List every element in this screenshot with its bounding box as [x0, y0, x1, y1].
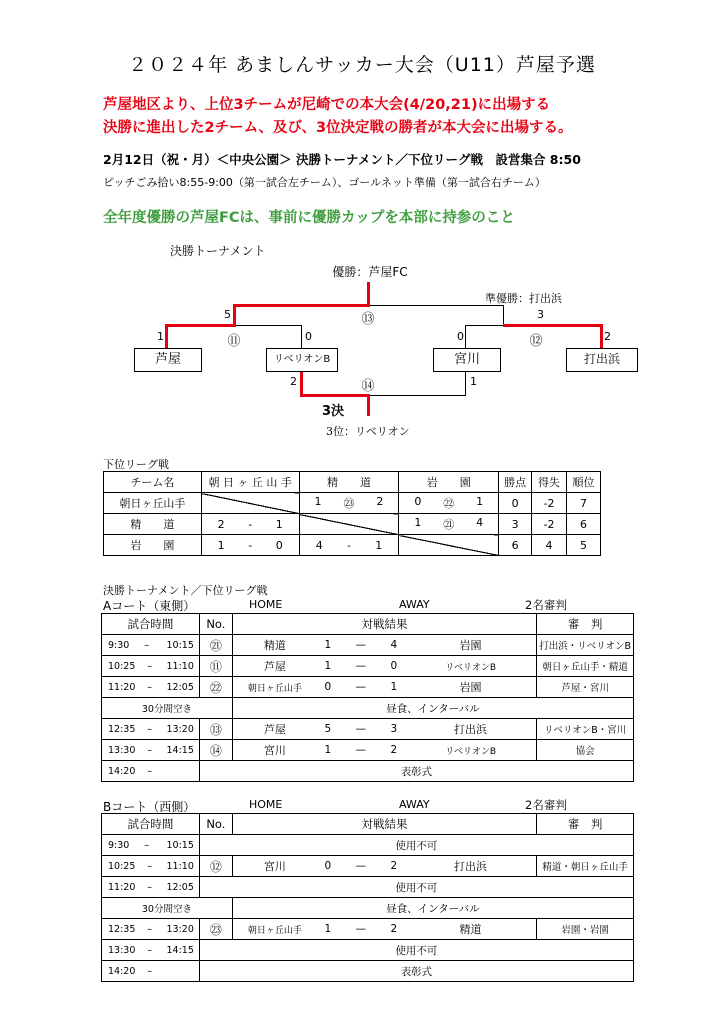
schedule-row: [102, 719, 634, 740]
header-result: 対戦結果: [232, 814, 536, 835]
match-result: [232, 635, 536, 656]
league-cell-self: [299, 514, 399, 535]
header-result: 対戦結果: [232, 614, 536, 635]
match-time: 10:25 – 11:10: [102, 656, 200, 677]
match-result: [232, 856, 536, 877]
league-rank: 7: [567, 493, 601, 514]
m14-right-line: [370, 395, 466, 396]
notice-line-1: 芦屋地区より、上位3チームが尼崎での本大会(4/20,21)に出場する: [103, 97, 551, 113]
referee-cell: 芦屋・宮川: [537, 677, 634, 698]
match-result: [232, 656, 536, 677]
league-header-seido: 精 道: [299, 472, 399, 493]
team-box-uchidehama: 打出浜: [566, 348, 638, 372]
league-goal-diff: -2: [532, 493, 567, 514]
court-b-refs-note: 2名審判: [525, 798, 567, 812]
league-points: 0: [499, 493, 532, 514]
home-score: 1: [324, 744, 332, 756]
away-team: 精道: [459, 923, 482, 936]
league-row: [104, 493, 601, 514]
match-time: 11:20 – 12:05: [102, 877, 200, 898]
away-score: 2: [390, 860, 398, 872]
referee-cell: 朝日ヶ丘山手・精道: [537, 656, 634, 677]
score-separator: —: [355, 723, 367, 735]
league-cell: 1 ㉓ 2: [299, 493, 399, 514]
full-width-note: 使用不可: [199, 877, 633, 898]
champion-label: 優勝：芦屋FC: [332, 265, 408, 279]
break-text: 昼食、インターバル: [232, 898, 633, 919]
court_a-header-row: [102, 614, 634, 635]
league-header-goal-diff: 得失: [532, 472, 567, 493]
league-rank: 5: [567, 535, 601, 556]
home-team: 精道: [263, 639, 286, 652]
champion-line: [367, 282, 370, 306]
league-team-name: 精 道: [104, 514, 202, 535]
league-row: [104, 514, 601, 535]
away-team: 打出浜: [454, 723, 488, 736]
away-team: 岩園: [459, 639, 482, 652]
match-number: ㉒: [199, 677, 232, 698]
match-time: 14:20 –: [102, 961, 200, 982]
league-header-team: チーム名: [104, 472, 202, 493]
m11-left-score: 1: [157, 330, 164, 343]
m12-right-score: 2: [604, 330, 611, 343]
match-result: [232, 919, 536, 940]
home-team: 芦屋: [263, 660, 286, 673]
schedule-heading: 決勝トーナメント／下位リーグ戦: [103, 584, 268, 597]
league-header-rank: 順位: [567, 472, 601, 493]
schedule-row: [102, 835, 634, 856]
away-score: 0: [390, 660, 398, 672]
away-score: 1: [390, 681, 398, 693]
match-number: ⑬: [199, 719, 232, 740]
away-team: リベリオンB: [445, 746, 496, 757]
home-score: 1: [324, 923, 332, 935]
league-cell: 1 ㉑ 4: [399, 514, 499, 535]
m14-number: ⑭: [361, 379, 375, 394]
match-time: 14:20 –: [102, 761, 200, 782]
header-no: No.: [199, 814, 232, 835]
final-left-line: [233, 304, 370, 307]
final-right-line: [370, 305, 504, 306]
m11-left-line: [165, 324, 236, 327]
score-separator: —: [355, 860, 367, 872]
page-title: ２０２４年 あましんサッカー大会（U11）芦屋予選: [128, 54, 596, 76]
date-line: 2月12日（祝・月）＜中央公園＞ 決勝トーナメント／下位リーグ戦 設営集合 8:50: [103, 152, 581, 167]
schedule-row: [102, 877, 634, 898]
notice-line-2: 決勝に進出した2チーム、及び、3位決定戦の勝者が本大会に出場する。: [103, 120, 573, 136]
away-score: 2: [390, 923, 398, 935]
m11-left-drop: [165, 324, 168, 348]
m11-right-line: [236, 325, 302, 326]
full-width-note: 使用不可: [199, 835, 633, 856]
league-header-asahigaoka: 朝 日 ヶ 丘 山 手: [201, 472, 299, 493]
league-cell: 1 - 0: [201, 535, 299, 556]
home-team: 芦屋: [263, 723, 286, 736]
league-goal-diff: -2: [532, 514, 567, 535]
full-width-note: 表彰式: [199, 761, 633, 782]
away-team: リベリオンB: [445, 662, 496, 673]
match-time: 13:30 – 14:15: [102, 940, 200, 961]
schedule-row: [102, 740, 634, 761]
m13-number: ⑬: [361, 312, 375, 327]
court-a-schedule: [101, 613, 634, 782]
court-b-home: HOME: [249, 798, 283, 811]
schedule-row: [102, 656, 634, 677]
final-left-drop: [233, 304, 236, 326]
header-referee: 審 判: [537, 614, 634, 635]
league-cell: 0 ㉒ 1: [399, 493, 499, 514]
schedule-row: [102, 635, 634, 656]
league-table: [103, 471, 601, 556]
court-a-away: AWAY: [399, 598, 430, 611]
duty-line: ピッチごみ拾い8:55-9:00（第一試合左チーム）、ゴールネット準備（第一試合右チーム）: [103, 176, 546, 189]
match-number: ⑭: [199, 740, 232, 761]
header-time: 試合時間: [102, 614, 200, 635]
m12-left-drop: [465, 325, 466, 348]
score-separator: —: [355, 744, 367, 756]
league-cell: 2 - 1: [201, 514, 299, 535]
m12-left-line: [465, 325, 503, 326]
schedule-row: [102, 677, 634, 698]
champion-notice: 全年度優勝の芦屋FCは、事前に優勝カップを本部に持参のこと: [103, 210, 515, 226]
league-team-name: 朝日ヶ丘山手: [104, 493, 202, 514]
away-score: 2: [390, 744, 398, 756]
match-number: ㉑: [199, 635, 232, 656]
third-place-match-label: 3決: [322, 404, 345, 419]
m12-left-score: 0: [457, 330, 464, 343]
m14-left-score: 2: [290, 375, 297, 388]
away-team: 打出浜: [454, 860, 488, 873]
score-separator: —: [355, 681, 367, 693]
court-b-away: AWAY: [399, 798, 430, 811]
league-points: 3: [499, 514, 532, 535]
team-box-ashiya: 芦屋: [134, 348, 202, 372]
final-right-drop: [503, 305, 504, 326]
court-a-home: HOME: [249, 598, 283, 611]
schedule-row: [102, 761, 634, 782]
home-score: 0: [324, 860, 332, 872]
court-a-refs-note: 2名審判: [525, 598, 567, 612]
break-label: 30分間空き: [102, 898, 233, 919]
header-time: 試合時間: [102, 814, 200, 835]
score-separator: —: [355, 639, 367, 651]
referee-cell: 打出浜・リベリオンB: [537, 635, 634, 656]
league-header-row: [104, 472, 601, 493]
header-no: No.: [199, 614, 232, 635]
home-score: 1: [324, 639, 332, 651]
referee-cell: リベリオンB・宮川: [537, 719, 634, 740]
m12-right-drop: [600, 324, 603, 348]
m11-right-drop: [301, 325, 302, 348]
match-time: 12:35 – 13:20: [102, 919, 200, 940]
third-place-result: 3位：リベリオン: [326, 425, 410, 438]
league-goal-diff: 4: [532, 535, 567, 556]
court-b-name: Bコート（西側）: [103, 800, 196, 814]
match-number: ⑪: [199, 656, 232, 677]
score-separator: —: [355, 660, 367, 672]
m12-right-line: [503, 324, 603, 327]
m11-right-score: 0: [305, 330, 312, 343]
away-score: 3: [390, 723, 398, 735]
league-cell-self: [399, 535, 499, 556]
full-width-note: 使用不可: [199, 940, 633, 961]
home-team: 朝日ヶ丘山手: [247, 683, 302, 694]
match-result: [232, 740, 536, 761]
header-referee: 審 判: [537, 814, 634, 835]
home-score: 5: [324, 723, 332, 735]
team-box-rebellion-b: リベリオンB: [266, 348, 338, 372]
league-header-iwazono: 岩 園: [399, 472, 499, 493]
schedule-row: [102, 856, 634, 877]
m13-left-score: 5: [224, 308, 231, 321]
schedule-row: [102, 961, 634, 982]
league-row: [104, 535, 601, 556]
schedule-row: [102, 940, 634, 961]
referee-cell: 岩園・岩園: [537, 919, 634, 940]
match-number: ⑫: [199, 856, 232, 877]
m12-number: ⑫: [529, 334, 543, 349]
home-team: 朝日ヶ丘山手: [247, 925, 302, 936]
schedule-row: [102, 698, 634, 719]
league-rank: 6: [567, 514, 601, 535]
away-team: 岩園: [459, 681, 482, 694]
court-b-schedule: [101, 813, 634, 982]
league-header-points: 勝点: [499, 472, 532, 493]
m11-number: ⑪: [227, 334, 241, 349]
bracket-heading: 決勝トーナメント: [170, 244, 266, 258]
league-cell-self: [201, 493, 299, 514]
full-width-note: 表彰式: [199, 961, 633, 982]
match-number: ㉓: [199, 919, 232, 940]
referee-cell: 協会: [537, 740, 634, 761]
home-score: 1: [324, 660, 332, 672]
match-time: 10:25 – 11:10: [102, 856, 200, 877]
third-line: [367, 394, 370, 416]
match-time: 9:30 – 10:15: [102, 635, 200, 656]
league-points: 6: [499, 535, 532, 556]
court-a-name: Aコート（東側）: [103, 599, 196, 613]
m14-right-rise: [465, 372, 466, 395]
m14-left-line: [300, 394, 370, 397]
m14-right-score: 1: [470, 375, 477, 388]
league-heading: 下位リーグ戦: [103, 458, 169, 471]
referee-cell: 精道・朝日ヶ丘山手: [537, 856, 634, 877]
score-separator: —: [355, 923, 367, 935]
runner-up-label: 準優勝：打出浜: [485, 292, 562, 305]
break-text: 昼食、インターバル: [232, 698, 633, 719]
home-score: 0: [324, 681, 332, 693]
league-team-name: 岩 園: [104, 535, 202, 556]
schedule-row: [102, 919, 634, 940]
break-label: 30分間空き: [102, 698, 233, 719]
away-score: 4: [390, 639, 398, 651]
home-team: 宮川: [263, 744, 286, 757]
schedule-row: [102, 898, 634, 919]
court_b-header-row: [102, 814, 634, 835]
match-time: 12:35 – 13:20: [102, 719, 200, 740]
match-time: 13:30 – 14:15: [102, 740, 200, 761]
m14-left-rise: [300, 372, 303, 396]
match-time: 9:30 – 10:15: [102, 835, 200, 856]
team-box-miyagawa: 宮川: [433, 348, 501, 372]
match-result: [232, 719, 536, 740]
home-team: 宮川: [263, 860, 286, 873]
league-cell: 4 - 1: [299, 535, 399, 556]
match-time: 11:20 – 12:05: [102, 677, 200, 698]
m13-right-score: 3: [537, 308, 544, 321]
match-result: [232, 677, 536, 698]
